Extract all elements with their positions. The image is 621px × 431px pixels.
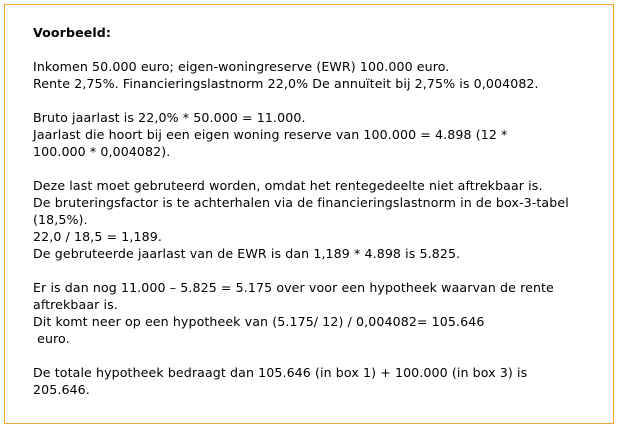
text-line: 100.000 * 0,004082).	[33, 144, 171, 159]
text-line: Jaarlast die hoort bij een eigen woning reserve van 100.000 = 4.898 (12 *	[33, 127, 508, 142]
text-line: euro.	[33, 331, 70, 346]
text-line: Er is dan nog 11.000 – 5.825 = 5.175 over voor een hypotheek waarvan de rente	[33, 280, 554, 295]
example-content	[33, 24, 593, 415]
text-line: Deze last moet gebruteerd worden, omdat het rentegedeelte niet aftrekbaar is.	[33, 178, 543, 193]
text-line: aftrekbaar is.	[33, 297, 118, 312]
text-line: Rente 2,75%. Financieringslastnorm 22,0% De annuïteit bij 2,75% is 0,004082.	[33, 76, 539, 91]
text-line: De gebruteerde jaarlast van de EWR is dan 1,189 * 4.898 is 5.825.	[33, 246, 461, 261]
example-box	[4, 4, 614, 424]
paragraph-grossing-up	[33, 177, 593, 262]
paragraph-gross-annual-cost	[33, 109, 593, 160]
text-line: Dit komt neer op een hypotheek van (5.175/ 12) / 0,004082= 105.646	[33, 314, 485, 329]
text-line: De bruteringsfactor is te achterhalen via de financieringslastnorm in de box-3-tabel	[33, 195, 569, 210]
text-line: 205.646.	[33, 382, 90, 397]
paragraph-remaining-mortgage	[33, 279, 593, 347]
text-line: Bruto jaarlast is 22,0% * 50.000 = 11.000.	[33, 110, 306, 125]
text-line: De totale hypotheek bedraagt dan 105.646 (in box 1) + 100.000 (in box 3) is	[33, 365, 528, 380]
text-line: 22,0 / 18,5 = 1,189.	[33, 229, 162, 244]
text-line: (18,5%).	[33, 212, 88, 227]
paragraph-income	[33, 58, 593, 92]
example-title: Voorbeeld:	[33, 25, 112, 40]
text-line: Inkomen 50.000 euro; eigen-woningreserve (EWR) 100.000 euro.	[33, 59, 450, 74]
paragraph-total-mortgage	[33, 364, 593, 398]
